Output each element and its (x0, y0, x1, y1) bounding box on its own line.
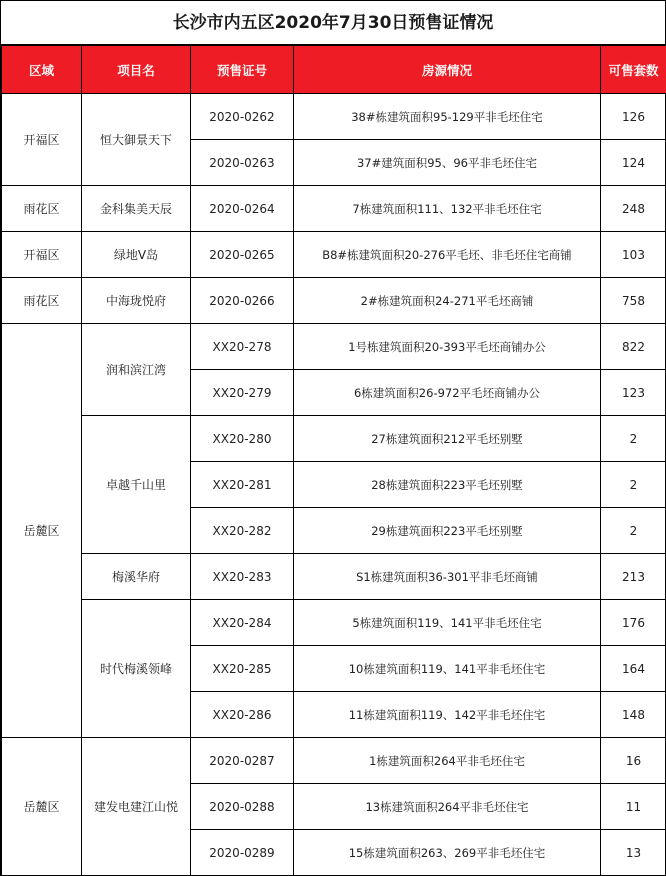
table-row (2, 600, 666, 646)
desc-cell: 10栋建筑面积119、141平非毛坯住宅 (294, 646, 601, 692)
count-cell: 822 (601, 324, 666, 370)
cert-cell: XX20-285 (191, 646, 294, 692)
count-cell: 11 (601, 784, 666, 830)
desc-cell: 37#建筑面积95、96平非毛坯住宅 (294, 140, 601, 186)
desc-cell: 13栋建筑面积264平非毛坯住宅 (294, 784, 601, 830)
project-cell: 恒大御景天下 (82, 94, 191, 186)
count-cell: 213 (601, 554, 666, 600)
cert-cell: XX20-280 (191, 416, 294, 462)
region-cell: 开福区 (2, 232, 82, 278)
desc-cell: 1号栋建筑面积20-393平毛坯商铺办公 (294, 324, 601, 370)
column-header-desc: 房源情况 (294, 46, 601, 94)
desc-cell: 5栋建筑面积119、141平非毛坯住宅 (294, 600, 601, 646)
column-header-project: 项目名 (82, 46, 191, 94)
count-cell: 148 (601, 692, 666, 738)
desc-cell: 28栋建筑面积223平毛坯别墅 (294, 462, 601, 508)
project-cell: 绿地V岛 (82, 232, 191, 278)
count-cell: 124 (601, 140, 666, 186)
count-cell: 103 (601, 232, 666, 278)
region-cell: 雨花区 (2, 186, 82, 232)
table-row (2, 186, 666, 232)
desc-cell: 15栋建筑面积263、269平非毛坯住宅 (294, 830, 601, 876)
column-header-cert: 预售证号 (191, 46, 294, 94)
header-row (2, 46, 666, 94)
cert-cell: XX20-284 (191, 600, 294, 646)
desc-cell: 11栋建筑面积119、142平非毛坯住宅 (294, 692, 601, 738)
desc-cell: 6栋建筑面积26-972平毛坯商铺办公 (294, 370, 601, 416)
cert-cell: 2020-0265 (191, 232, 294, 278)
desc-cell: 27栋建筑面积212平毛坯别墅 (294, 416, 601, 462)
table-title: 长沙市内五区2020年7月30日预售证情况 (1, 0, 665, 45)
table-row (2, 232, 666, 278)
cert-cell: XX20-286 (191, 692, 294, 738)
desc-cell: 1栋建筑面积264平非毛坯住宅 (294, 738, 601, 784)
cert-cell: 2020-0264 (191, 186, 294, 232)
project-cell: 卓越千山里 (82, 416, 191, 554)
count-cell: 126 (601, 94, 666, 140)
cert-cell: 2020-0263 (191, 140, 294, 186)
count-cell: 16 (601, 738, 666, 784)
cert-cell: 2020-0289 (191, 830, 294, 876)
cert-cell: XX20-282 (191, 508, 294, 554)
table-row (2, 738, 666, 784)
count-cell: 164 (601, 646, 666, 692)
desc-cell: 2#栋建筑面积24-271平毛坯商铺 (294, 278, 601, 324)
desc-cell: 29栋建筑面积223平毛坯别墅 (294, 508, 601, 554)
count-cell: 758 (601, 278, 666, 324)
region-cell: 开福区 (2, 94, 82, 186)
count-cell: 2 (601, 508, 666, 554)
presale-table (1, 45, 666, 876)
project-cell: 润和滨江湾 (82, 324, 191, 416)
desc-cell: 38#栋建筑面积95-129平非毛坯住宅 (294, 94, 601, 140)
cert-cell: XX20-281 (191, 462, 294, 508)
cert-cell: XX20-278 (191, 324, 294, 370)
table-row (2, 554, 666, 600)
column-header-region: 区域 (2, 46, 82, 94)
count-cell: 2 (601, 416, 666, 462)
cert-cell: 2020-0262 (191, 94, 294, 140)
count-cell: 123 (601, 370, 666, 416)
table-row (2, 324, 666, 370)
project-cell: 金科集美天辰 (82, 186, 191, 232)
cert-cell: 2020-0288 (191, 784, 294, 830)
cert-cell: XX20-279 (191, 370, 294, 416)
region-cell: 岳麓区 (2, 738, 82, 876)
count-cell: 2 (601, 462, 666, 508)
region-cell: 岳麓区 (2, 324, 82, 738)
project-cell: 梅溪华府 (82, 554, 191, 600)
table-row (2, 416, 666, 462)
project-cell: 中海珑悦府 (82, 278, 191, 324)
region-cell: 雨花区 (2, 278, 82, 324)
table-row (2, 94, 666, 140)
desc-cell: 7栋建筑面积111、132平非毛坯住宅 (294, 186, 601, 232)
desc-cell: B8#栋建筑面积20-276平毛坯、非毛坯住宅商铺 (294, 232, 601, 278)
cert-cell: XX20-283 (191, 554, 294, 600)
cert-cell: 2020-0287 (191, 738, 294, 784)
project-cell: 建发电建江山悦 (82, 738, 191, 876)
count-cell: 248 (601, 186, 666, 232)
table-row (2, 278, 666, 324)
cert-cell: 2020-0266 (191, 278, 294, 324)
count-cell: 13 (601, 830, 666, 876)
column-header-count: 可售套数 (601, 46, 666, 94)
count-cell: 176 (601, 600, 666, 646)
desc-cell: S1栋建筑面积36-301平非毛坯商铺 (294, 554, 601, 600)
project-cell: 时代梅溪领峰 (82, 600, 191, 738)
